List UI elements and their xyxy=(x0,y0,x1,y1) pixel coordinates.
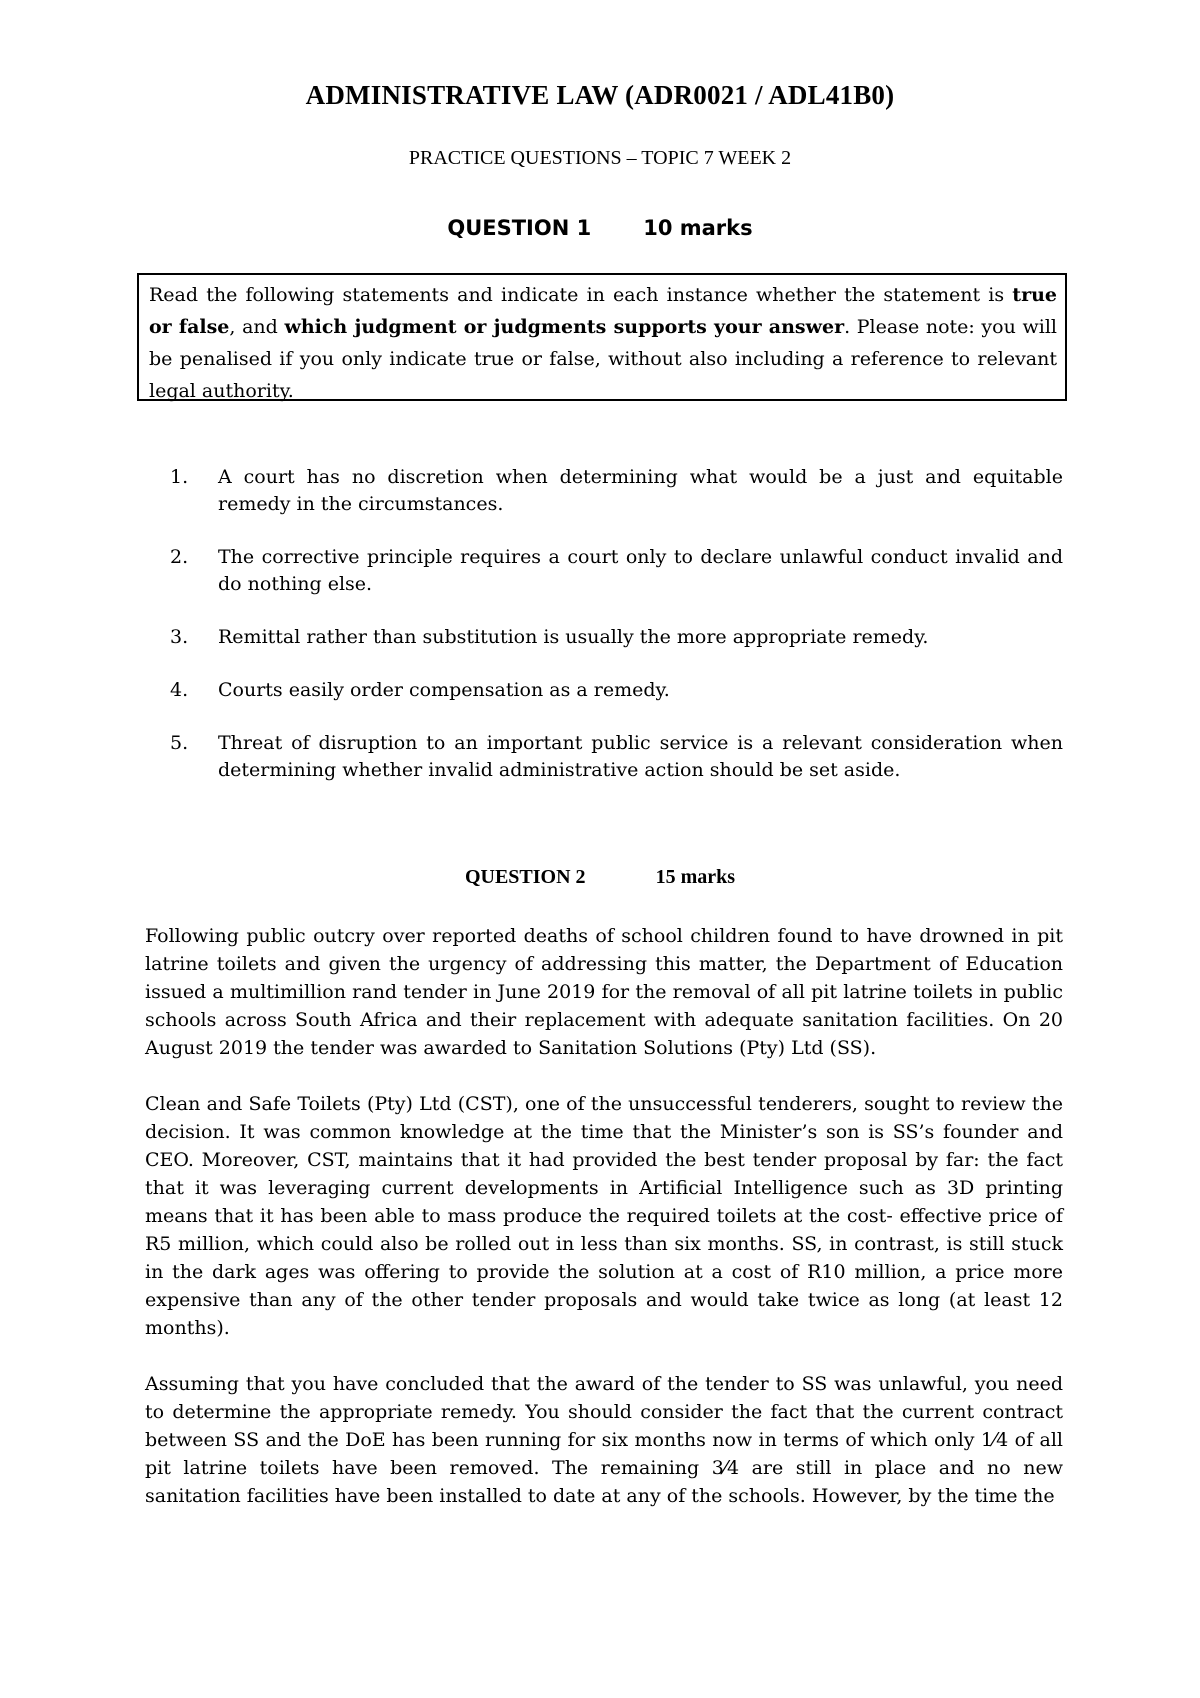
list-item xyxy=(170,677,1063,704)
paragraph: Assuming that you have concluded that the award of the tender to SS was unlawful, you need to determine the appropriate remedy. You should consider the fact that the current contract between SS and the DoE has been running for six months now in terms of which only 1⁄4 of all pit latrine toilets have been removed. The remaining 3⁄4 are still in place and no new sanitation facilities have been installed to date at any of the schools. However, by the time the xyxy=(145,1373,1063,1507)
statement-list xyxy=(170,464,1063,810)
question-1-marks: 10 marks xyxy=(643,216,753,240)
document-title: ADMINISTRATIVE LAW (ADR0021 / ADL41B0) xyxy=(305,80,895,110)
question-1-label: QUESTION 1 xyxy=(447,216,592,240)
statement-number: 2. xyxy=(170,546,189,568)
paragraph: Following public outcry over reported deaths of school children found to have drowned in pit latrine toilets and given the urgency of addressing this matter, the Department of Education issued a multimillion rand tender in June 2019 for the removal of all pit latrine toilets in public schools across South Africa and their replacement with adequate sanitation facilities. On 20 August 2019 the tender was awarded to Sanitation Solutions (Pty) Ltd (SS). xyxy=(145,925,1063,1059)
instruction-bold-true-false: true or false xyxy=(149,284,1057,338)
statement-number: 5. xyxy=(170,732,189,754)
statement-number: 3. xyxy=(170,626,189,648)
statement-number: 4. xyxy=(170,679,189,701)
statement-text: The corrective principle requires a court only to declare unlawful conduct invalid and do nothing else. xyxy=(218,546,1063,595)
statement-text: Remittal rather than substitution is usually the more appropriate remedy. xyxy=(218,626,929,648)
statement-text: A court has no discretion when determining what would be a just and equitable remedy in the circumstances. xyxy=(218,466,1063,515)
statement-text: Courts easily order compensation as a remedy. xyxy=(218,679,670,701)
question-2-label: QUESTION 2 xyxy=(464,866,586,888)
paragraph: Clean and Safe Toilets (Pty) Ltd (CST), one of the unsuccessful tenderers, sought to review the decision. It was common knowledge at the time that the Minister’s son is SS’s founder and CEO. Moreover, CST, maintains that it had provided the best tender proposal by far: the fact that it was leveraging current developments in Artificial Intelligence such as 3D printing means that it has been able to mass produce the required toilets at the cost- effective price of R5 million, which could also be rolled out in less than six months. SS, in contrast, is still stuck in the dark ages was offering to provide the solution at a cost of R10 million, a price more expensive than any of the other tender proposals and would take twice as long (at least 12 months). xyxy=(145,1093,1063,1339)
instruction-bold-judgment: which judgment or judgments supports your answer xyxy=(284,316,845,338)
statement-number: 1. xyxy=(170,466,189,488)
question-2-heading xyxy=(0,866,1200,889)
list-item xyxy=(170,544,1063,598)
document-subtitle: PRACTICE QUESTIONS – TOPIC 7 WEEK 2 xyxy=(408,147,792,169)
statement-text: Threat of disruption to an important public service is a relevant consideration when determining whether invalid administrative action should be set aside. xyxy=(218,732,1063,781)
instruction-box xyxy=(137,273,1067,401)
question-2-body xyxy=(145,922,1063,1538)
list-item xyxy=(170,464,1063,518)
list-item xyxy=(170,624,1063,651)
instruction-text-2: , and xyxy=(229,316,285,338)
instruction-text-3: . Please note: you will be penalised if you only indicate true or false, without also including a reference to relevant legal authority. xyxy=(149,316,1057,402)
question-1-heading xyxy=(0,216,1200,240)
instruction-text-1: Read the following statements and indicate in each instance whether the statement is xyxy=(149,284,1013,306)
list-item xyxy=(170,730,1063,784)
question-2-marks: 15 marks xyxy=(655,866,736,888)
